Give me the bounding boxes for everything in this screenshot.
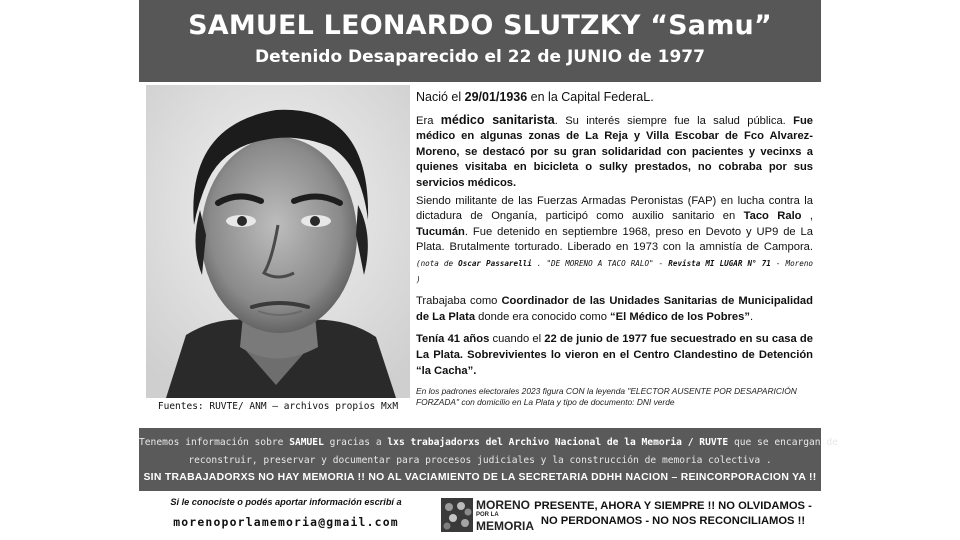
note-text: (nota de	[416, 258, 459, 268]
bio-work	[416, 294, 813, 325]
note-author: Oscar Passarelli	[458, 258, 532, 268]
place-tucuman: Tucumán	[416, 225, 465, 238]
logo-faces-icon	[441, 498, 473, 532]
profession: médico sanitarista	[440, 112, 555, 127]
logo-mark-icon	[441, 498, 473, 532]
logo-text-porla: POR LA	[476, 512, 499, 518]
moreno-por-la-memoria-logo	[441, 498, 534, 534]
contact-email[interactable]: morenoporlamemoria@gmail.com	[173, 515, 399, 529]
person-name: SAMUEL LEONARDO SLUTZKY “Samu”	[188, 10, 772, 41]
nickname: “El Médico de los Pobres”	[610, 310, 750, 323]
bio-birth	[416, 90, 813, 106]
biography	[416, 90, 813, 386]
bio-text: Siendo militante de las Fuerzas Armadas Peronistas (FAP) en lucha contra la dictadura de Onganía, participó como auxilio sanitario en	[416, 194, 813, 223]
band-protest-line: SIN TRABAJADORXS NO HAY MEMORIA !! NO AL VACIAMIENTO DE LA SECRETARIA DDHH NACION – REINCORPORACION YA !!	[143, 472, 817, 483]
band-line-2: reconstruir, preservar y documentar para procesos judiciales y la construcción de memoria colectiva .	[188, 455, 772, 466]
photo-credit: Fuentes: RUVTE/ ANM – archivos propios MxM	[157, 401, 399, 412]
note-magazine: Revista MI LUGAR N° 71	[668, 258, 771, 268]
bio-text: en la Capital FederaL.	[527, 90, 654, 104]
contact-block	[151, 497, 421, 529]
slogan-line-2: NO PERDONAMOS - NO NOS RECONCILIAMOS !!	[540, 515, 806, 527]
bio-text: Era	[416, 114, 441, 127]
age-at-kidnapping: Tenía 41 años	[416, 333, 490, 346]
work-role: Coordinador de las Unidades Sanitarias de Municipalidad de La Plata	[416, 295, 813, 323]
band-name: SAMUEL	[289, 437, 324, 448]
bio-text: cuando el	[489, 333, 545, 346]
kidnapping-details: 22 de junio de 1977 fue secuestrado en su casa de La Plata. Sobrevivientes lo vieron en el Centro Clandestino de Detención “la Cacha”.	[416, 333, 813, 377]
source-note	[416, 259, 813, 284]
contact-question: Si le conociste o podés aportar información escribí a	[170, 497, 402, 507]
disappearance-date: Detenido Desaparecido el 22 de JUNIO de 1977	[255, 47, 705, 67]
bio-text: ,	[801, 210, 814, 223]
bio-militancy	[416, 194, 813, 288]
info-band	[139, 428, 838, 491]
bio-text: Nació el	[416, 90, 465, 104]
footer	[139, 491, 821, 540]
place-taco-ralo: Taco Ralo	[743, 210, 802, 223]
note-text: . "DE MORENO A TACO RALO" -	[531, 258, 669, 268]
note-text: - Moreno )	[416, 258, 813, 284]
portrait-image	[146, 85, 410, 398]
logo-text-moreno: MORENO	[476, 498, 530, 512]
band-text: gracias a	[323, 437, 388, 448]
bio-text: donde era conocido como	[475, 310, 611, 323]
poster	[139, 0, 838, 540]
band-text: Tenemos información sobre	[139, 437, 290, 448]
electoral-roll-note: En los padrones electorales 2023 figura CON la leyenda "ELECTOR AUSENTE POR DESAPARICIÓN FORZADA" con domicilio en La Plata y tipo de documento: DNI verde	[416, 386, 797, 407]
bio-bold-text: Fue médico en algunas zonas de La Reja y Villa Escobar de Fco Alvarez-Moreno, se destacó por su gran solidaridad con pacientes y vecinxs a quienes visitaba en bicicleta o sulky prestados, no cobraba por sus servicios médicos.	[416, 114, 814, 189]
bio-text: .	[749, 310, 754, 323]
slogan	[531, 499, 815, 529]
logo-text-memoria: MEMORIA	[476, 519, 534, 533]
header-banner	[139, 0, 821, 82]
bio-profession	[416, 113, 813, 192]
slogan-line-1: PRESENTE, AHORA Y SIEMPRE !! NO OLVIDAMOS -	[534, 500, 812, 512]
band-text: que se encargan de	[728, 437, 838, 448]
birth-date: 29/01/1936	[464, 90, 528, 104]
band-line-1	[139, 437, 838, 448]
portrait-photo	[146, 85, 410, 398]
bio-text: Trabajaba como	[416, 295, 502, 308]
bio-kidnapping	[416, 332, 813, 379]
bio-text: . Fue detenido en septiembre 1968, preso en Devoto y UP9 de La Plata. Brutalmente torturado. Liberado en 1973 con la amnistía de Campora.	[416, 225, 813, 254]
band-archive: lxs trabajadorxs del Archivo Nacional de la Memoria / RUVTE	[387, 437, 729, 448]
bio-text: . Su interés siempre fue la salud pública.	[554, 114, 794, 127]
